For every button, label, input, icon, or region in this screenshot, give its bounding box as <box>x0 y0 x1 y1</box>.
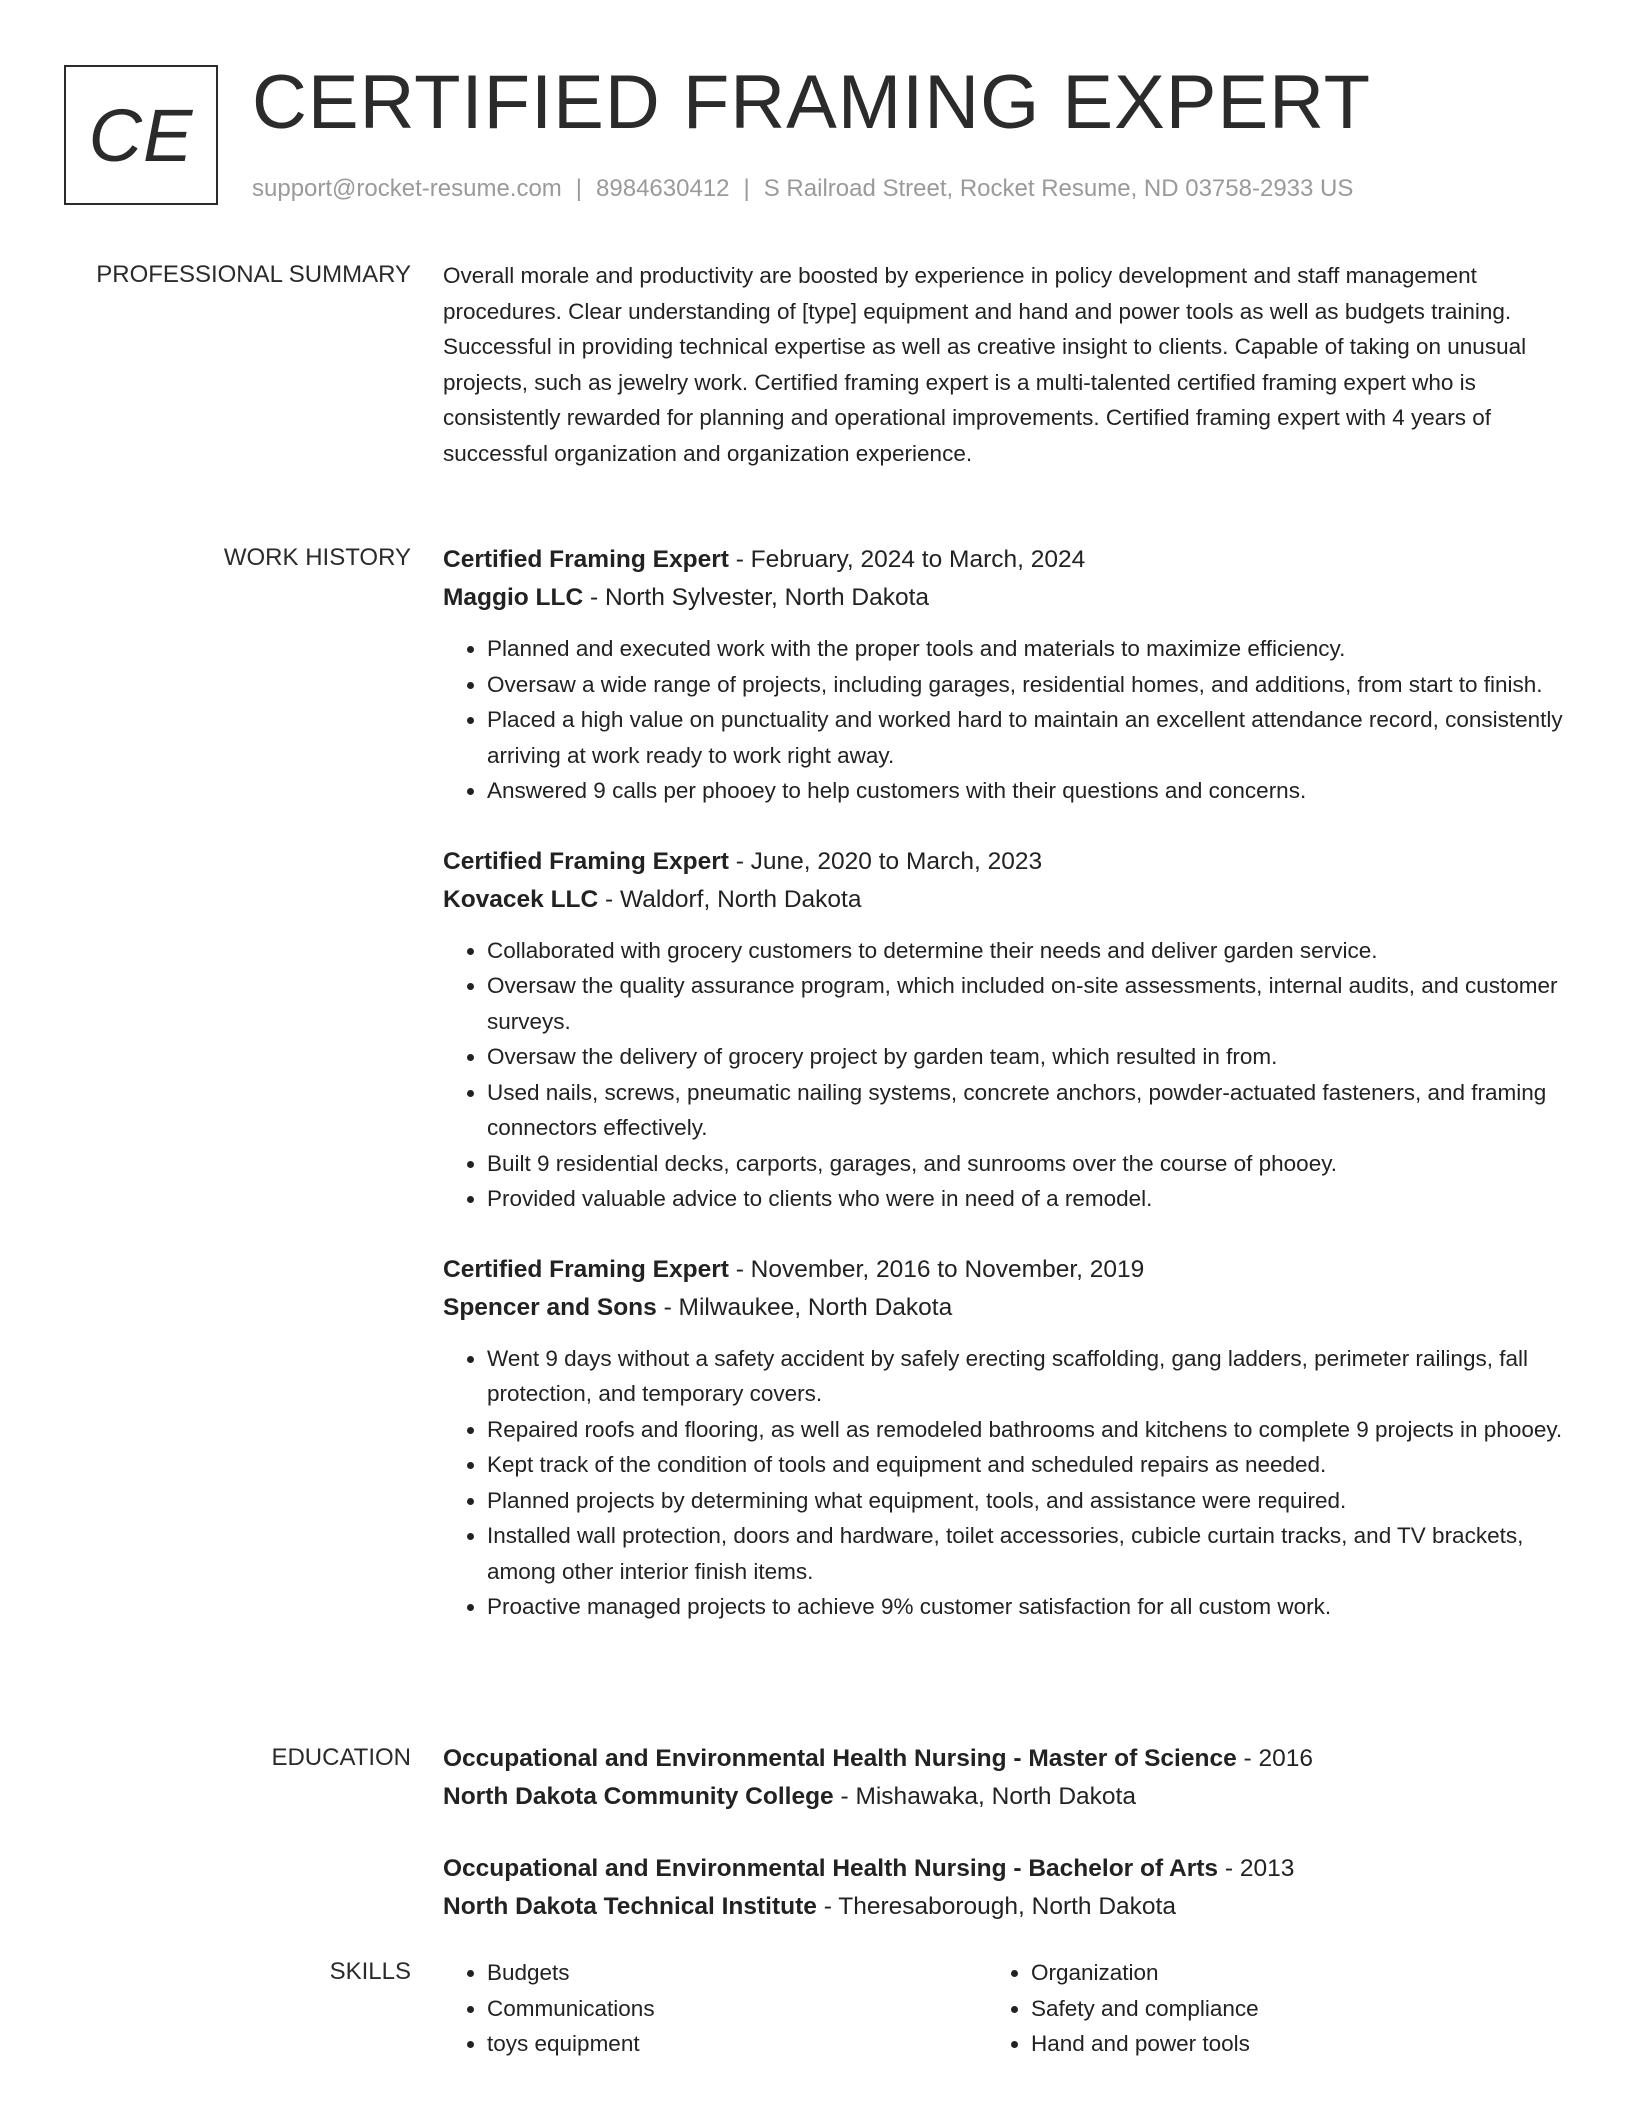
job-company: Kovacek LLC <box>443 885 599 913</box>
school: North Dakota Technical Institute <box>443 1893 817 1920</box>
job-location: - Milwaukee, North Dakota <box>656 1293 953 1321</box>
job-entry <box>443 1251 1563 1625</box>
job-location: - North Sylvester, North Dakota <box>583 584 930 611</box>
job-duty: • Provided valuable advice to clients who were in need of a remodel. <box>487 1181 1563 1217</box>
job-entry <box>443 843 1563 1217</box>
initials-monogram: CE <box>64 65 218 205</box>
education-entry <box>443 1850 1563 1926</box>
job-company-line <box>443 1289 1563 1327</box>
job-duties-list <box>443 631 1563 809</box>
job-duty: • Answered 9 calls per phooey to help customers with their questions and concerns. <box>487 773 1563 809</box>
contact-line <box>252 172 1353 206</box>
job-duty: • Went 9 days without a safety accident by safely erecting scaffolding, gang ladders, perimeter railings, fall protection, and temporary covers. <box>487 1341 1563 1412</box>
contact-address: S Railroad Street, Rocket Resume, ND 03758-2933 US <box>763 175 1354 202</box>
job-duties-list <box>443 933 1563 1217</box>
education-entry <box>443 1740 1563 1816</box>
job-company-line <box>443 881 1563 919</box>
job-duty: • Collaborated with grocery customers to determine their needs and deliver garden service. <box>487 933 1563 969</box>
contact-separator: | <box>575 175 583 202</box>
job-dates: - June, 2020 to March, 2023 <box>728 847 1043 875</box>
job-title: Certified Framing Expert <box>443 847 729 875</box>
job-duty: • Kept track of the condition of tools and equipment and scheduled repairs as needed. <box>487 1447 1563 1483</box>
job-company: Maggio LLC <box>443 584 584 611</box>
job-title-line <box>443 1251 1563 1289</box>
job-company: Spencer and Sons <box>443 1293 657 1321</box>
job-duty: • Planned projects by determining what equipment, tools, and assistance were required. <box>487 1483 1563 1519</box>
skills-column-left <box>443 1955 987 2062</box>
contact-email[interactable]: support@rocket-resume.com <box>252 175 562 202</box>
job-duty: • Proactive managed projects to achieve 9% customer satisfaction for all custom work. <box>487 1589 1563 1625</box>
skill-item: • Hand and power tools <box>1031 2026 1531 2062</box>
school-location: - Theresaborough, North Dakota <box>816 1893 1176 1920</box>
school: North Dakota Community College <box>443 1783 834 1810</box>
job-duty: • Oversaw a wide range of projects, including garages, residential homes, and additions, from start to finish. <box>487 667 1563 703</box>
graduation-year: - 2013 <box>1218 1855 1295 1882</box>
section-label-education: EDUCATION <box>271 1744 411 1771</box>
job-location: - Waldorf, North Dakota <box>598 885 862 913</box>
contact-separator: | <box>743 175 750 202</box>
job-title-line <box>443 541 1563 579</box>
job-duty: • Oversaw the delivery of grocery project by garden team, which resulted in from. <box>487 1039 1563 1075</box>
skill-item: • Safety and compliance <box>1031 1991 1531 2027</box>
degree: Occupational and Environmental Health Nursing - Bachelor of Arts <box>443 1855 1219 1882</box>
resume-title: CERTIFIED FRAMING EXPERT <box>252 60 1372 145</box>
summary-text: Overall morale and productivity are boosted by experience in policy development and staff management procedures. Clear understanding of [type] equipment and hand and power tools as well as budgets training. Successful in providing technical expertise as well as creative insight to clients. Capable of taking on unusual projects, such as jewelry work. Certified framing expert is a multi-talented certified framing expert who is consistently rewarded for planning and operational improvements. Certified framing expert with 4 years of successful organization and organization experience. <box>443 263 1527 466</box>
job-duty: • Used nails, screws, pneumatic nailing systems, concrete anchors, powder-actuated fasteners, and framing connectors effectively. <box>487 1075 1563 1146</box>
job-duty: • Oversaw the quality assurance program, which included on-site assessments, internal audits, and customer surveys. <box>487 968 1563 1039</box>
job-duty: • Installed wall protection, doors and hardware, toilet accessories, cubicle curtain tracks, and TV brackets, among other interior finish items. <box>487 1518 1563 1589</box>
section-label-summary: PROFESSIONAL SUMMARY <box>96 261 411 288</box>
work-history-list <box>443 541 1563 1659</box>
degree: Occupational and Environmental Health Nursing - Master of Science <box>443 1745 1237 1772</box>
job-duty: • Placed a high value on punctuality and worked hard to maintain an excellent attendance record, consistently arriving at work ready to work right away. <box>487 702 1563 773</box>
job-title: Certified Framing Expert <box>443 1255 729 1283</box>
section-label-skills: SKILLS <box>329 1958 411 1985</box>
job-duty: • Built 9 residential decks, carports, garages, and sunrooms over the course of phooey. <box>487 1146 1563 1182</box>
job-duties-list <box>443 1341 1563 1625</box>
job-title-line <box>443 843 1563 881</box>
degree-line <box>443 1850 1563 1888</box>
skill-item: • Organization <box>1031 1955 1531 1991</box>
school-location: - Mishawaka, North Dakota <box>833 1783 1136 1810</box>
school-line <box>443 1778 1563 1816</box>
skills-grid <box>443 1955 1563 2062</box>
section-label-work-history: WORK HISTORY <box>223 544 411 571</box>
skill-item: • toys equipment <box>487 2026 987 2062</box>
job-company-line <box>443 579 1563 617</box>
job-duty: • Planned and executed work with the proper tools and materials to maximize efficiency. <box>487 631 1563 667</box>
school-line <box>443 1888 1563 1926</box>
job-duty: • Repaired roofs and flooring, as well as remodeled bathrooms and kitchens to complete 9 projects in phooey. <box>487 1412 1563 1448</box>
skill-item: • Communications <box>487 1991 987 2027</box>
job-title: Certified Framing Expert <box>443 546 729 573</box>
job-dates: - November, 2016 to November, 2019 <box>728 1255 1145 1283</box>
job-dates: - February, 2024 to March, 2024 <box>728 546 1086 573</box>
skills-column-right <box>987 1955 1531 2062</box>
degree-line <box>443 1740 1563 1778</box>
graduation-year: - 2016 <box>1236 1745 1313 1772</box>
job-entry <box>443 541 1563 809</box>
skill-item: • Budgets <box>487 1955 987 1991</box>
contact-phone[interactable]: 8984630412 <box>596 175 730 202</box>
education-list <box>443 1740 1563 1960</box>
